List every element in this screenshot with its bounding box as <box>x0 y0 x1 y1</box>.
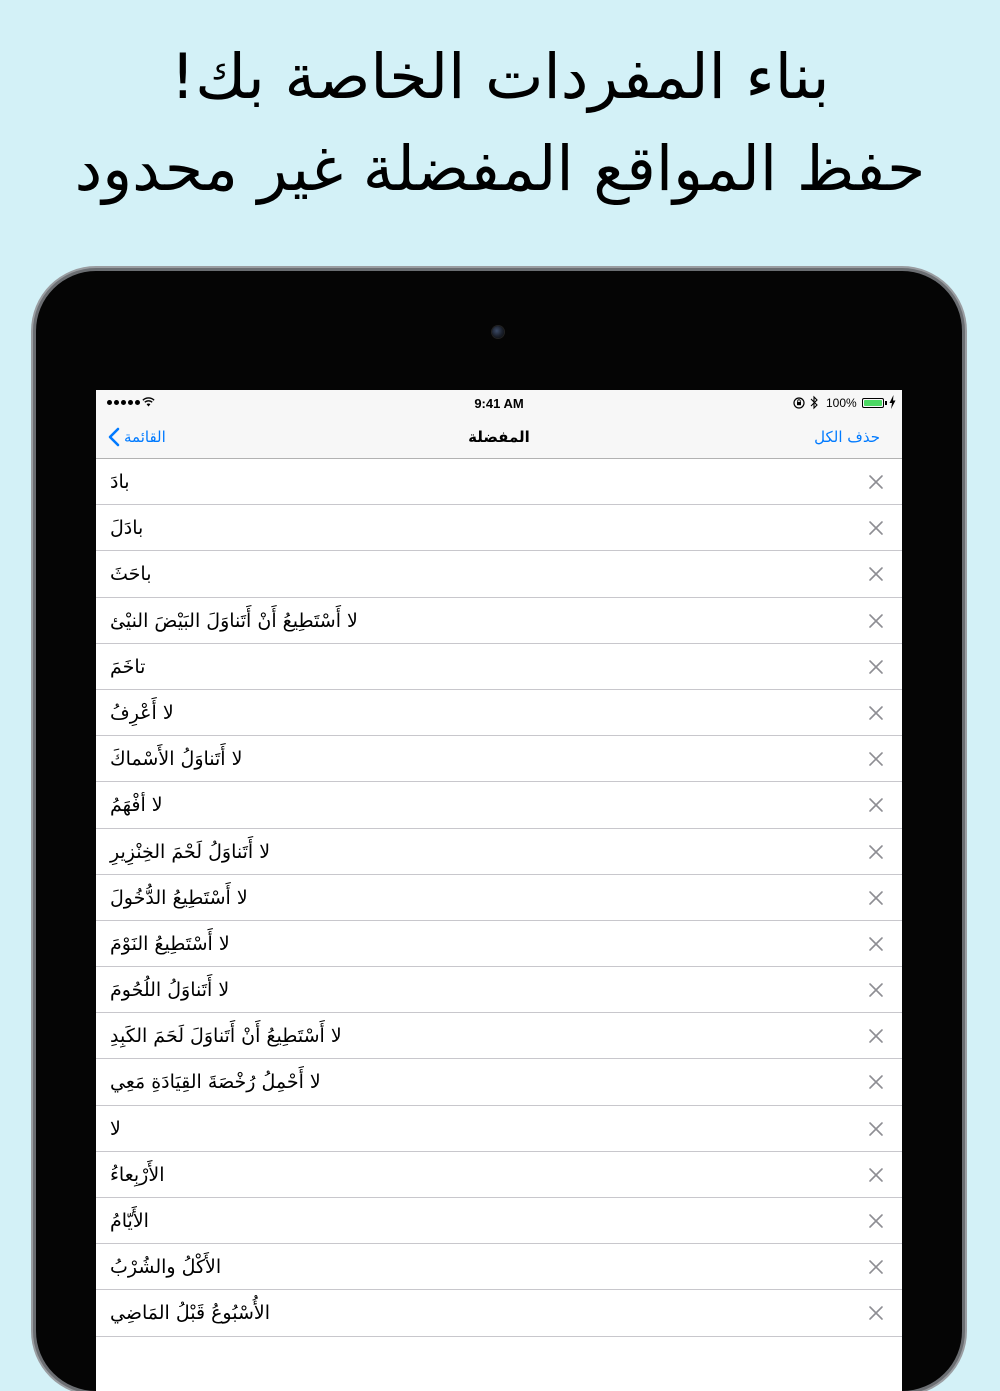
remove-icon[interactable] <box>868 797 884 813</box>
favorite-phrase: بادَ <box>110 471 130 493</box>
remove-icon[interactable] <box>868 613 884 629</box>
remove-icon[interactable] <box>868 1259 884 1275</box>
favorite-phrase: لا أَتَناوَلُ اللُحُومَ <box>110 979 230 1002</box>
camera-icon <box>492 326 504 338</box>
remove-icon[interactable] <box>868 659 884 675</box>
favorite-phrase: تاخَمَ <box>110 655 146 678</box>
favorite-phrase: لا أَتَناوَلُ لَحْمَ الخِنْزِيرِ <box>110 840 271 863</box>
remove-icon[interactable] <box>868 751 884 767</box>
list-item[interactable] <box>96 644 902 690</box>
remove-icon[interactable] <box>868 936 884 952</box>
list-item[interactable] <box>96 1059 902 1105</box>
headline-line-2: حفظ المواقع المفضلة غير محدود <box>74 132 926 205</box>
favorite-phrase: لا أَتَناوَلُ الأَسْماكَ <box>110 748 243 771</box>
list-item[interactable] <box>96 1198 902 1244</box>
remove-icon[interactable] <box>868 705 884 721</box>
favorite-phrase: الأُسْبُوعُ قَبْلُ المَاضِي <box>110 1302 271 1325</box>
bluetooth-icon <box>810 395 819 410</box>
list-item[interactable] <box>96 921 902 967</box>
favorite-phrase: لا أَسْتَطِيعُ أَنْ أَتَناوَلَ لَحَمَ الكَبِدِ <box>110 1025 342 1048</box>
battery-tip <box>885 401 887 405</box>
navigation-bar <box>96 416 902 459</box>
favorite-phrase: لا أَسْتَطِيعُ الدُّخُولَ <box>110 886 248 909</box>
favorite-phrase: باحَثَ <box>110 563 152 586</box>
remove-icon[interactable] <box>868 890 884 906</box>
app-screen <box>96 390 902 1391</box>
list-item[interactable] <box>96 551 902 597</box>
battery-percent: 100% <box>826 396 857 410</box>
ipad-frame <box>36 271 962 1391</box>
favorite-phrase: لا أفْهَمُ <box>110 794 163 817</box>
headline-line-1: بناء المفردات الخاصة بك! <box>170 40 830 113</box>
list-item[interactable] <box>96 1290 902 1336</box>
list-item[interactable] <box>96 1152 902 1198</box>
favorite-phrase: الأَرْبِعاءُ <box>110 1163 165 1186</box>
list-item[interactable] <box>96 459 902 505</box>
remove-icon[interactable] <box>868 982 884 998</box>
back-button-label: القائمة <box>124 428 166 446</box>
list-item[interactable] <box>96 875 902 921</box>
favorite-phrase: لا <box>110 1117 121 1140</box>
list-item[interactable] <box>96 967 902 1013</box>
status-time: 9:41 AM <box>474 396 524 411</box>
remove-icon[interactable] <box>868 1121 884 1137</box>
list-item[interactable] <box>96 1244 902 1290</box>
remove-icon[interactable] <box>868 1074 884 1090</box>
remove-icon[interactable] <box>868 1305 884 1321</box>
battery-icon <box>862 398 884 408</box>
remove-icon[interactable] <box>868 520 884 536</box>
list-item[interactable] <box>96 829 902 875</box>
favorite-phrase: الأَيّامُ <box>110 1210 149 1232</box>
page-title: المفضلة <box>468 428 530 446</box>
list-item[interactable] <box>96 736 902 782</box>
favorite-phrase: لا أَحْمِلُ رُخْصَةَ القِيَادَةِ مَعِي <box>110 1071 321 1094</box>
charging-bolt-icon <box>889 395 896 409</box>
status-bar <box>96 390 902 416</box>
delete-all-button[interactable]: حذف الكل <box>814 428 880 446</box>
favorite-phrase: لا أَعْرِفُ <box>110 701 174 724</box>
favorite-phrase: لا أَسْتَطِيعُ أَنْ أَتَناوَلَ البَيْضَ النيْئ <box>110 609 358 632</box>
list-item[interactable] <box>96 505 902 551</box>
remove-icon[interactable] <box>868 844 884 860</box>
favorite-phrase: لا أَسْتَطِيعُ النَوْمَ <box>110 932 230 955</box>
favorite-phrase: الأَكْلُ والشُرْبُ <box>110 1256 222 1279</box>
remove-icon[interactable] <box>868 1167 884 1183</box>
remove-icon[interactable] <box>868 1028 884 1044</box>
remove-icon[interactable] <box>868 474 884 490</box>
list-item[interactable] <box>96 1013 902 1059</box>
list-item[interactable] <box>96 690 902 736</box>
list-item[interactable] <box>96 782 902 828</box>
list-item[interactable] <box>96 1106 902 1152</box>
remove-icon[interactable] <box>868 1213 884 1229</box>
favorites-list <box>96 459 902 1337</box>
remove-icon[interactable] <box>868 566 884 582</box>
list-item[interactable] <box>96 598 902 644</box>
rotation-lock-icon <box>793 397 805 409</box>
favorite-phrase: بادَلَ <box>110 517 144 540</box>
